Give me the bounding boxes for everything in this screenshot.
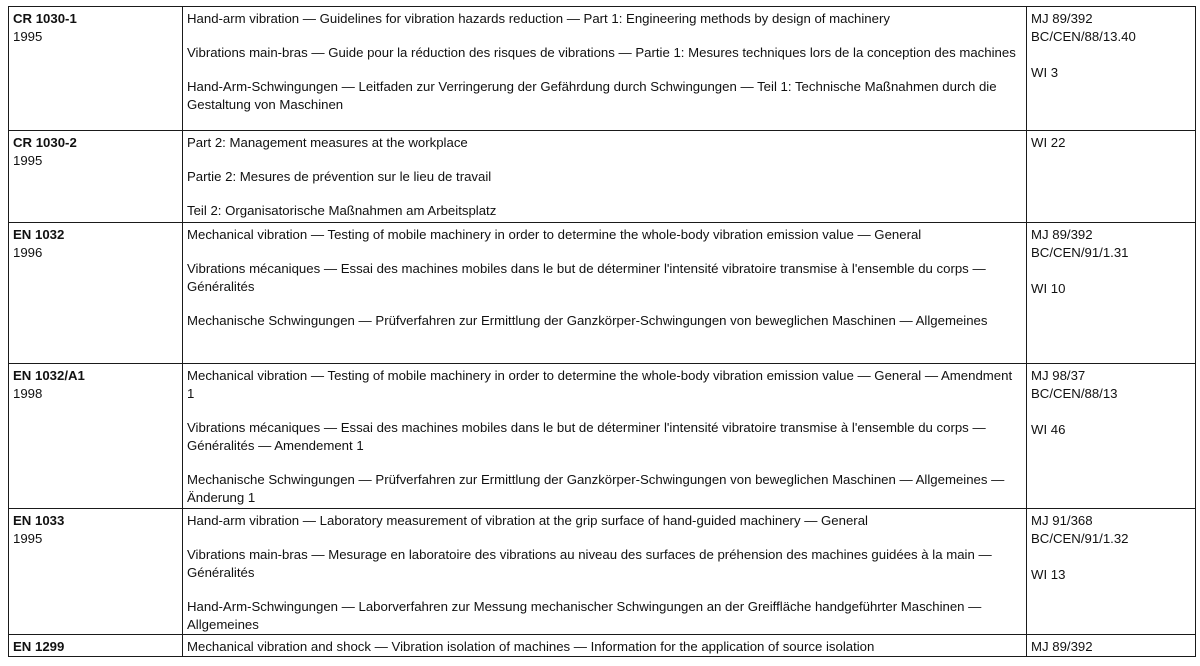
standards-list-page (8, 6, 1196, 657)
title-german: Hand-Arm-Schwingungen — Laborverfahren zur Messung mechanischer Schwingungen an der Greiffläche handgeführter Maschinen — Allgemeines (187, 599, 982, 632)
mandate-ref: BC/CEN/91/1.31 (1031, 245, 1129, 260)
title-cell (183, 7, 1027, 131)
source-cell (1027, 7, 1196, 131)
standard-number: EN 1032/A1 (13, 368, 85, 383)
directive-ref: MJ 89/392 (1031, 11, 1093, 26)
work-item-ref: WI 13 (1031, 567, 1066, 582)
standard-number: EN 1033 (13, 513, 65, 528)
title-cell (183, 364, 1027, 509)
table-row (9, 635, 1196, 657)
table-row (9, 364, 1196, 509)
title-german: Teil 2: Organisatorische Maßnahmen am Arbeitsplatz (187, 203, 497, 218)
directive-ref: MJ 89/392 (1031, 227, 1093, 242)
title-french: Vibrations main-bras — Mesurage en laboratoire des vibrations au niveau des surfaces de préhension des machines guidées à la main — Généralités (187, 547, 992, 580)
reference-cell (9, 509, 183, 635)
standard-number: CR 1030-1 (13, 11, 77, 26)
standard-year: 1995 (13, 153, 43, 168)
table-row (9, 7, 1196, 131)
work-item-ref: WI 22 (1031, 135, 1066, 150)
title-german: Mechanische Schwingungen — Prüfverfahren zur Ermittlung der Ganzkörper-Schwingungen von beweglichen Maschinen — Allgemeines (187, 313, 988, 328)
directive-ref: MJ 98/37 (1031, 368, 1086, 383)
work-item-ref: WI 3 (1031, 65, 1059, 80)
standard-year: 1998 (13, 386, 43, 401)
source-cell (1027, 635, 1196, 657)
source-cell (1027, 509, 1196, 635)
table-row (9, 223, 1196, 364)
title-french: Vibrations main-bras — Guide pour la réduction des risques de vibrations — Partie 1: Mesures techniques lors de la conception des machines (187, 45, 1016, 60)
standard-number: EN 1299 (13, 639, 65, 654)
title-english: Part 2: Management measures at the workplace (187, 135, 468, 150)
source-cell (1027, 131, 1196, 223)
source-cell (1027, 364, 1196, 509)
title-english: Mechanical vibration and shock — Vibration isolation of machines — Information for the application of source isolation (187, 639, 875, 654)
title-cell (183, 509, 1027, 635)
work-item-ref: WI 46 (1031, 422, 1066, 437)
standard-year: 1995 (13, 531, 43, 546)
title-english: Hand-arm vibration — Laboratory measurement of vibration at the grip surface of hand-guided machinery — General (187, 513, 868, 528)
table-row (9, 131, 1196, 223)
reference-cell (9, 131, 183, 223)
mandate-ref: BC/CEN/91/1.32 (1031, 531, 1129, 546)
standard-number: CR 1030-2 (13, 135, 77, 150)
title-french: Vibrations mécaniques — Essai des machines mobiles dans le but de déterminer l'intensité vibratoire transmise à l'ensemble du corps — Généralités (187, 261, 986, 294)
title-french: Vibrations mécaniques — Essai des machines mobiles dans le but de déterminer l'intensité vibratoire transmise à l'ensemble du corps — Généralités — Amendement 1 (187, 420, 986, 453)
table-row (9, 509, 1196, 635)
title-german: Hand-Arm-Schwingungen — Leitfaden zur Verringerung der Gefährdung durch Schwingungen — Teil 1: Technische Maßnahmen durch die Gestaltung von Maschinen (187, 79, 997, 112)
title-english: Hand-arm vibration — Guidelines for vibration hazards reduction — Part 1: Engineering methods by design of machinery (187, 11, 890, 26)
reference-cell (9, 7, 183, 131)
work-item-ref: WI 10 (1031, 281, 1066, 296)
directive-ref: MJ 89/392 (1031, 639, 1093, 654)
standard-year: 1995 (13, 29, 43, 44)
title-cell (183, 635, 1027, 657)
title-cell (183, 131, 1027, 223)
title-cell (183, 223, 1027, 364)
mandate-ref: BC/CEN/88/13 (1031, 386, 1118, 401)
title-french: Partie 2: Mesures de prévention sur le lieu de travail (187, 169, 492, 184)
standard-year: 1996 (13, 245, 43, 260)
title-english: Mechanical vibration — Testing of mobile machinery in order to determine the whole-body vibration emission value — General (187, 227, 922, 242)
title-english: Mechanical vibration — Testing of mobile machinery in order to determine the whole-body vibration emission value — General — Amendment 1 (187, 368, 1013, 401)
standard-number: EN 1032 (13, 227, 65, 242)
reference-cell (9, 364, 183, 509)
reference-cell (9, 223, 183, 364)
title-german: Mechanische Schwingungen — Prüfverfahren zur Ermittlung der Ganzkörper-Schwingungen von beweglichen Maschinen — Allgemeines — Änderung 1 (187, 472, 1005, 505)
directive-ref: MJ 91/368 (1031, 513, 1093, 528)
mandate-ref: BC/CEN/88/13.40 (1031, 29, 1136, 44)
reference-cell (9, 635, 183, 657)
standards-table (8, 6, 1196, 657)
source-cell (1027, 223, 1196, 364)
